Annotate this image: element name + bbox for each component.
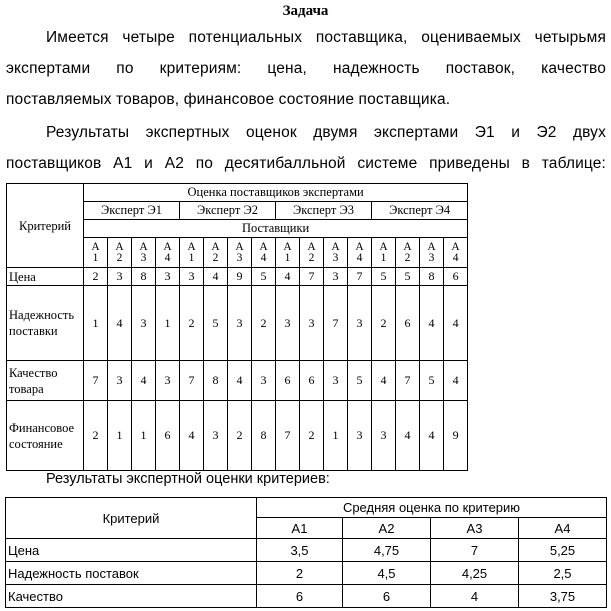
intro-line-1: Имеется четыре потенциальных поставщика, оцениваемых четырьмя: [46, 29, 606, 46]
score-cell: 3: [108, 361, 132, 401]
supplier-letter: А: [355, 240, 364, 253]
supplier-letter: А: [427, 240, 436, 253]
score-cell: 3: [156, 361, 180, 401]
score-cell: 1: [132, 401, 156, 471]
score-cell: 2: [180, 286, 204, 361]
supplier-number: 1: [284, 251, 291, 264]
supplier-letter: А: [283, 240, 292, 253]
expert-header-e3: Эксперт Э3: [276, 202, 372, 220]
score-cell: 3: [180, 268, 204, 286]
supplier-code-cell: [252, 238, 276, 268]
criteria-header-cell: Критерий: [7, 184, 84, 268]
supplier-letter: А: [91, 240, 100, 253]
score-cell: 8: [132, 268, 156, 286]
supplier-number: 3: [236, 251, 243, 264]
criteria-average-table: [5, 497, 607, 608]
supplier-code-cell: [108, 238, 132, 268]
average-cell: 4,75: [343, 539, 431, 562]
supplier-column-header: А3: [431, 518, 519, 539]
score-cell: 3: [324, 268, 348, 286]
table-row: [7, 268, 468, 286]
score-cell: 2: [228, 401, 252, 471]
score-cell: 8: [204, 361, 228, 401]
supplier-code-cell: [300, 238, 324, 268]
score-cell: 2: [372, 286, 396, 361]
score-cell: 4: [228, 361, 252, 401]
results-paragraph: [6, 117, 606, 179]
score-cell: 7: [324, 286, 348, 361]
average-cell: 7: [431, 539, 519, 562]
supplier-code-cell: [180, 238, 204, 268]
supplier-code-cell: [276, 238, 300, 268]
supplier-number: 4: [356, 251, 363, 264]
average-cell: 4: [431, 585, 519, 608]
score-cell: 9: [228, 268, 252, 286]
score-cell: 7: [276, 401, 300, 471]
score-cell: 4: [420, 286, 444, 361]
score-cell: 3: [348, 286, 372, 361]
supplier-code-cell: [444, 238, 468, 268]
average-cell: 4,25: [431, 562, 519, 585]
score-cell: 6: [276, 361, 300, 401]
intro-paragraph: [6, 22, 606, 115]
criterion-cell: Цена: [7, 268, 84, 286]
supplier-letter: А: [451, 240, 460, 253]
supplier-letter: А: [211, 240, 220, 253]
score-cell: 1: [108, 401, 132, 471]
average-cell: 3,75: [519, 585, 607, 608]
score-cell: 3: [132, 286, 156, 361]
score-cell: 6: [300, 361, 324, 401]
score-cell: 7: [180, 361, 204, 401]
supplier-number: 2: [212, 251, 219, 264]
score-cell: 2: [84, 401, 108, 471]
score-cell: 4: [276, 268, 300, 286]
score-cell: 4: [372, 361, 396, 401]
supplier-letter: А: [115, 240, 124, 253]
score-cell: 4: [396, 401, 420, 471]
score-cell: 6: [156, 401, 180, 471]
score-cell: 3: [324, 361, 348, 401]
intro-line-3: поставляемых товаров, финансовое состояние поставщика.: [6, 91, 451, 108]
supplier-column-header: А4: [519, 518, 607, 539]
supplier-letter: А: [163, 240, 172, 253]
criterion-cell: Надежность поставок: [6, 562, 257, 585]
score-cell: 9: [444, 401, 468, 471]
supplier-number: 3: [428, 251, 435, 264]
criterion-cell: Цена: [6, 539, 257, 562]
supplier-code-cell: [84, 238, 108, 268]
table-row: [7, 401, 468, 471]
table-row: [6, 539, 607, 562]
score-cell: 2: [252, 286, 276, 361]
supplier-letter: А: [403, 240, 412, 253]
table-row: [7, 286, 468, 361]
supplier-number: 4: [260, 251, 267, 264]
score-cell: 7: [348, 268, 372, 286]
score-cell: 1: [156, 286, 180, 361]
score-cell: 5: [396, 268, 420, 286]
supplier-number: 1: [188, 251, 195, 264]
score-cell: 3: [300, 286, 324, 361]
supplier-column-header: А2: [343, 518, 431, 539]
supplier-number: 1: [380, 251, 387, 264]
criteria-results-caption: Результаты экспертной оценки критериев:: [46, 471, 330, 487]
criterion-cell: Надежность поставки: [7, 286, 84, 361]
score-cell: 4: [132, 361, 156, 401]
task-title: Задача: [282, 3, 329, 19]
average-cell: 6: [257, 585, 343, 608]
supplier-code-cell: [204, 238, 228, 268]
expert-header-e2: Эксперт Э2: [180, 202, 276, 220]
score-cell: 5: [348, 361, 372, 401]
supplier-column-header: А1: [257, 518, 343, 539]
score-cell: 1: [84, 286, 108, 361]
score-cell: 8: [420, 268, 444, 286]
score-cell: 3: [252, 361, 276, 401]
results-line-1: Результаты экспертных оценок двумя экспертами Э1 и Э2 двух: [46, 124, 606, 141]
expert-header-e1: Эксперт Э1: [84, 202, 180, 220]
criterion-cell: Качество: [6, 585, 257, 608]
score-cell: 4: [108, 286, 132, 361]
supplier-code-cell: [132, 238, 156, 268]
criterion-cell: Качество товара: [7, 361, 84, 401]
supplier-letter: А: [379, 240, 388, 253]
supplier-number: 4: [452, 251, 459, 264]
score-cell: 1: [324, 401, 348, 471]
score-cell: 3: [204, 401, 228, 471]
supplier-number: 3: [332, 251, 339, 264]
score-cell: 5: [372, 268, 396, 286]
supplier-code-cell: [228, 238, 252, 268]
score-cell: 3: [228, 286, 252, 361]
supplier-number: 3: [140, 251, 147, 264]
supplier-code-cell: [348, 238, 372, 268]
score-cell: 4: [444, 361, 468, 401]
suppliers-header-cell: Поставщики: [84, 220, 468, 238]
score-cell: 8: [252, 401, 276, 471]
score-cell: 6: [396, 286, 420, 361]
score-cell: 6: [444, 268, 468, 286]
supplier-letter: А: [307, 240, 316, 253]
score-cell: 3: [372, 401, 396, 471]
score-cell: 3: [348, 401, 372, 471]
expert-table-header-row: [7, 184, 468, 202]
average-cell: 4,5: [343, 562, 431, 585]
supplier-letter: А: [331, 240, 340, 253]
score-cell: 2: [84, 268, 108, 286]
supplier-number: 4: [164, 251, 171, 264]
score-cell: 4: [420, 401, 444, 471]
results-line-2: поставщиков А1 и А2 по десятибалльной системе приведены в таблице:: [6, 155, 606, 172]
score-cell: 3: [156, 268, 180, 286]
score-cell: 4: [180, 401, 204, 471]
average-cell: 3,5: [257, 539, 343, 562]
expert-header-e4: Эксперт Э4: [372, 202, 468, 220]
score-cell: 3: [276, 286, 300, 361]
supplier-number: 2: [308, 251, 315, 264]
score-cell: 7: [300, 268, 324, 286]
supplier-number: 1: [92, 251, 99, 264]
supplier-code-cell: [324, 238, 348, 268]
supplier-letter: А: [139, 240, 148, 253]
average-cell: 6: [343, 585, 431, 608]
score-cell: 4: [204, 268, 228, 286]
criterion-cell: Финансовое состояние: [7, 401, 84, 471]
expert-scores-table: [6, 183, 468, 471]
supplier-letter: А: [235, 240, 244, 253]
average-cell: 2,5: [519, 562, 607, 585]
average-header-cell: Средняя оценка по критерию: [257, 498, 607, 518]
supplier-code-cell: [396, 238, 420, 268]
supplier-number: 2: [116, 251, 123, 264]
table-row: [6, 562, 607, 585]
score-cell: 4: [444, 286, 468, 361]
score-cell: 7: [84, 361, 108, 401]
table-row: [7, 361, 468, 401]
supplier-number: 2: [404, 251, 411, 264]
average-cell: 2: [257, 562, 343, 585]
criteria2-header-cell: Критерий: [6, 498, 257, 539]
table-row: [6, 585, 607, 608]
score-cell: 3: [108, 268, 132, 286]
average-cell: 5,25: [519, 539, 607, 562]
supplier-letter: А: [259, 240, 268, 253]
score-cell: 5: [252, 268, 276, 286]
score-cell: 2: [300, 401, 324, 471]
score-cell: 5: [420, 361, 444, 401]
supplier-code-cell: [420, 238, 444, 268]
group-header-cell: Оценка поставщиков экспертами: [84, 184, 468, 202]
criteria-table-header-row: [6, 498, 607, 518]
supplier-letter: А: [187, 240, 196, 253]
supplier-code-cell: [372, 238, 396, 268]
score-cell: 7: [396, 361, 420, 401]
score-cell: 5: [204, 286, 228, 361]
intro-line-2: экспертами по критериям: цена, надежность поставок, качество: [6, 60, 606, 77]
supplier-code-cell: [156, 238, 180, 268]
